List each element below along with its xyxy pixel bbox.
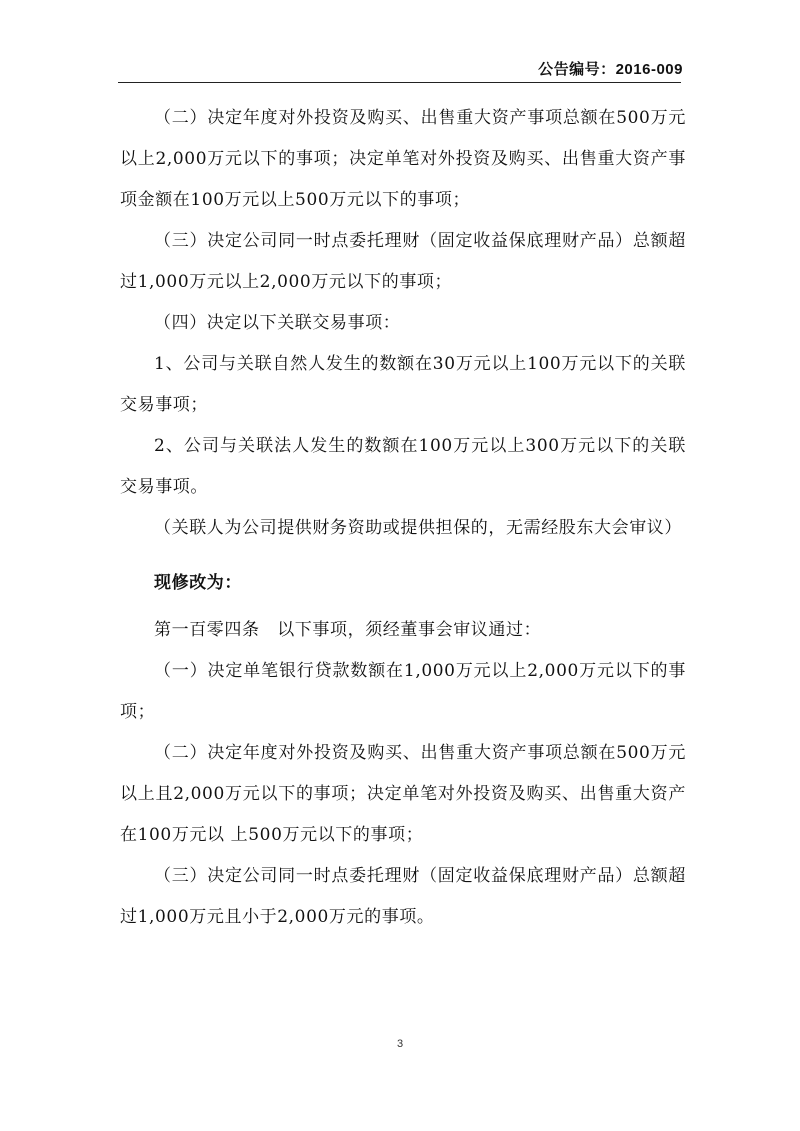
revised-clause-2: （二）决定年度对外投资及购买、出售重大资产事项总额在500万元以上且2,000万元以下的事项；决定单笔对外投资及购买、出售重大资产在100万元以 上500万元以下的事项； bbox=[120, 743, 686, 845]
original-clause-3: （三）决定公司同一时点委托理财（固定收益保底理财产品）总额超过1,000万元以上2,000万元以下的事项； bbox=[120, 231, 686, 292]
original-related-natural-person: 1、公司与关联自然人发生的数额在30万元以上100万元以下的关联交易事项； bbox=[120, 354, 686, 415]
revised-clause-3: （三）决定公司同一时点委托理财（固定收益保底理财产品）总额超过1,000万元且小于2,000万元的事项。 bbox=[120, 866, 686, 927]
revised-heading: 现修改为： bbox=[154, 573, 242, 593]
document-body bbox=[120, 98, 686, 938]
original-clause-4: （四）决定以下关联交易事项： bbox=[154, 313, 401, 333]
page-number: 3 bbox=[396, 1038, 404, 1050]
revised-article-104: 第一百零四条 以下事项，须经董事会审议通过： bbox=[154, 620, 542, 640]
header-divider bbox=[118, 82, 681, 83]
announcement-number: 公告编号：2016-009 bbox=[538, 61, 683, 78]
original-related-legal-person: 2、公司与关联法人发生的数额在100万元以上300万元以下的关联交易事项。 bbox=[120, 436, 686, 497]
original-clause-2: （二）决定年度对外投资及购买、出售重大资产事项总额在500万元以上2,000万元以下的事项；决定单笔对外投资及购买、出售重大资产事项金额在100万元以上500万元以下的事项； bbox=[120, 108, 686, 210]
revised-clause-1: （一）决定单笔银行贷款数额在1,000万元以上2,000万元以下的事项； bbox=[120, 661, 686, 722]
original-note: （关联人为公司提供财务资助或提供担保的，无需经股东大会审议） bbox=[154, 518, 682, 538]
